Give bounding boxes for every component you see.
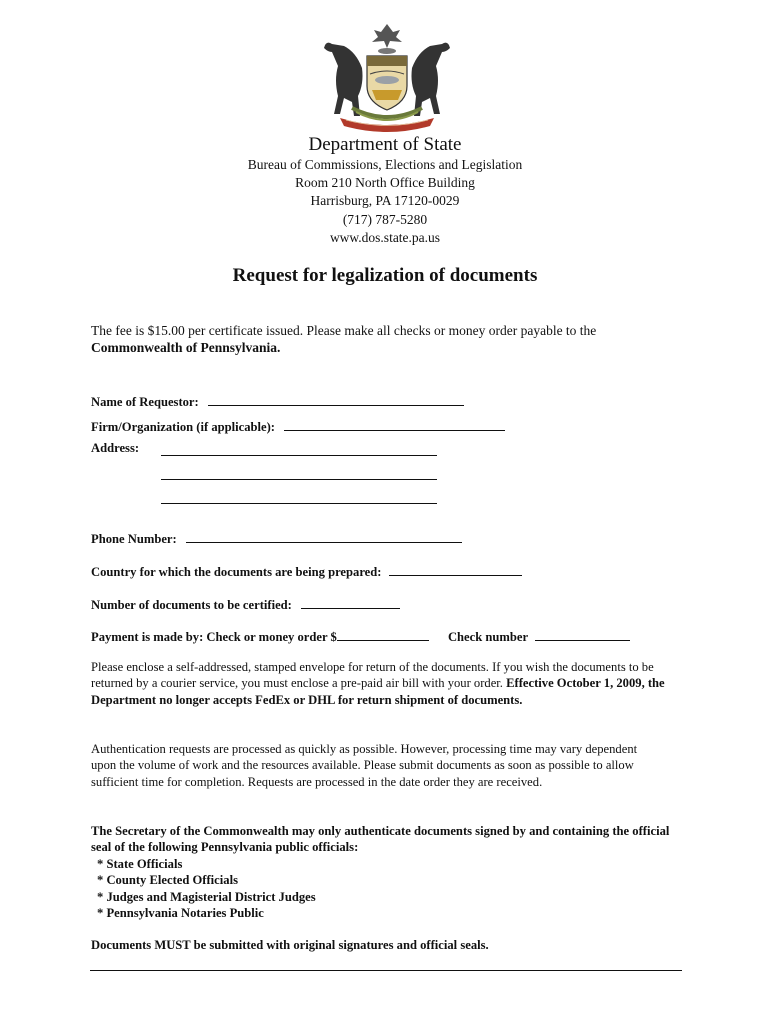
- firm-organization-row: [91, 418, 505, 435]
- firm-organization-label: Firm/Organization (if applicable):: [91, 420, 275, 434]
- number-of-documents-input[interactable]: [301, 596, 400, 609]
- office-website[interactable]: www.dos.state.pa.us: [329, 229, 441, 245]
- payment-row: [91, 628, 630, 645]
- address-line-3-input[interactable]: [161, 503, 437, 504]
- country-label: Country for which the documents are being prepared:: [91, 565, 382, 579]
- envelope-notice: Effective October 1, 2009, the Department no longer accepts FedEx or DHL for return shipment of documents.: [91, 676, 665, 707]
- address-row: [91, 441, 139, 456]
- firm-organization-input[interactable]: [284, 418, 505, 431]
- address-line-2-input[interactable]: [161, 479, 437, 480]
- name-of-requestor-label: Name of Requestor:: [91, 395, 199, 409]
- processing-paragraph: Authentication requests are processed as quickly as possible. However, processing time may vary dependent upon the volume of work and the resources available. Please submit documents as soon as possible to allow sufficient time for completion. Requests are processed in the date order they are received.: [91, 742, 638, 789]
- check-number-input[interactable]: [535, 628, 630, 641]
- country-row: [91, 563, 522, 580]
- officials-list-item: * State Officials: [97, 856, 183, 871]
- payment-amount-input[interactable]: [337, 628, 429, 641]
- office-phone: (717) 787-5280: [342, 211, 428, 227]
- envelope-paragraph: [91, 659, 681, 708]
- phone-number-input[interactable]: [186, 530, 462, 543]
- officials-list: [91, 856, 671, 922]
- name-of-requestor-row: [91, 393, 464, 410]
- address-label: Address:: [91, 441, 140, 455]
- department-name: Department of State: [308, 134, 462, 155]
- officials-list-item: * Pennsylvania Notaries Public: [97, 906, 264, 921]
- fee-payee: Commonwealth of Pennsylvania.: [91, 340, 281, 355]
- officials-list-item: * Judges and Magisterial District Judges: [97, 889, 316, 904]
- number-of-documents-label: Number of documents to be certified:: [91, 598, 292, 612]
- fee-paragraph: [91, 322, 691, 356]
- fee-text: The fee is $15.00 per certificate issued. Please make all checks or money order payable to the: [91, 323, 597, 338]
- address-block: [0, 156, 770, 247]
- envelope-text: Please enclose a self-addressed, stamped envelope for return of the documents. If you wish the documents to be returned by a courier service, you must enclose a pre-paid air bill with your order.: [91, 660, 654, 691]
- officials-paragraph: [91, 823, 671, 921]
- phone-number-row: [91, 530, 462, 547]
- footer-divider: [90, 970, 682, 971]
- address-line-1-input[interactable]: [161, 455, 437, 456]
- payment-label: Payment is made by: Check or money order $: [91, 630, 337, 644]
- officials-intro: The Secretary of the Commonwealth may only authenticate documents signed by and containing the official seal of the following Pennsylvania public officials:: [91, 824, 670, 855]
- country-input[interactable]: [389, 563, 522, 576]
- bureau-name: Bureau of Commissions, Elections and Legislation: [247, 157, 523, 172]
- name-of-requestor-input[interactable]: [208, 393, 464, 406]
- signature-notice: Documents MUST be submitted with original signatures and official seals.: [91, 938, 489, 952]
- number-of-documents-row: [91, 596, 400, 613]
- officials-list-item: * County Elected Officials: [97, 873, 238, 888]
- office-room: Room 210 North Office Building: [295, 175, 475, 191]
- pennsylvania-coat-of-arms-icon: [312, 22, 462, 132]
- form-title: Request for legalization of documents: [232, 265, 538, 286]
- check-number-label: Check number: [447, 630, 528, 644]
- city-zip: Harrisburg, PA 17120-0029: [310, 193, 460, 209]
- phone-number-label: Phone Number:: [91, 532, 177, 546]
